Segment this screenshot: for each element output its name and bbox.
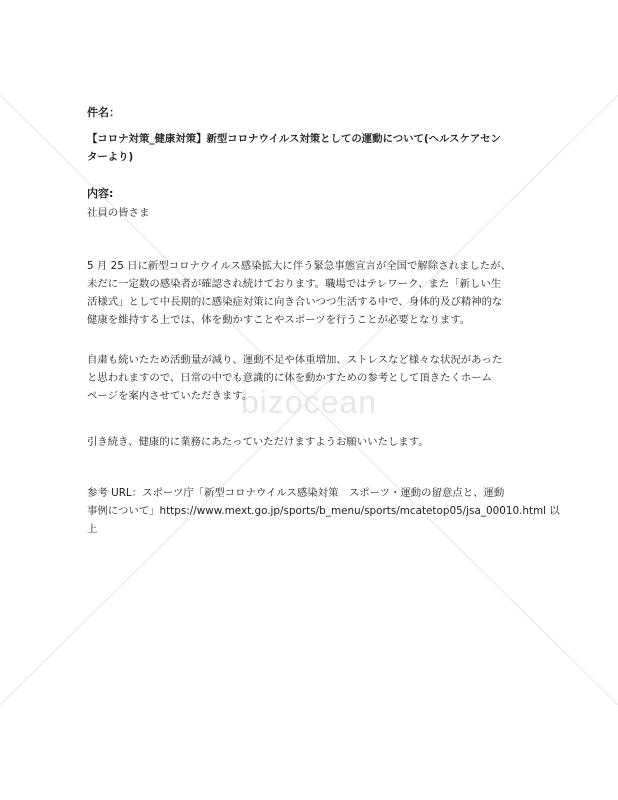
paragraph-line: と思われますので、日常の中でも意識的に体を動かすための参考として頂きたくホーム xyxy=(87,372,493,384)
paragraph-line: 引き続き、健康的に業務にあたっていただけますようお願いいたします。 xyxy=(87,436,429,448)
subject-label: 件名： xyxy=(87,106,120,119)
paragraph-line: 自粛も続いたため活動量が減り、運動不足や体重増加、ストレスなど様々な状況があった xyxy=(87,354,503,366)
reference-line: 上 xyxy=(87,523,98,535)
content-label: 内容: xyxy=(87,187,114,200)
paragraph-2 xyxy=(87,351,537,405)
paragraph-line: 5 月 25 日に新型コロナウイルス感染拡大に伴う緊急事態宣言が全国で解除されましたが、 xyxy=(87,260,511,272)
reference-line: 参考 URL：スポーツ庁「新型コロナウイルス感染対策 スポーツ・運動の留意点と、運動 xyxy=(87,487,505,499)
paragraph-line: 未だに一定数の感染者が確認され続けております。職場ではテレワーク、また「新しい生 xyxy=(87,278,502,290)
subject-line: ターより) xyxy=(87,151,134,163)
reference-line: 事例について」https://www.mext.go.jp/sports/b_menu/sports/mcatetop05/jsa_00010.html 以 xyxy=(87,505,560,517)
paragraph-1 xyxy=(87,257,537,329)
greeting: 社員の皆さま xyxy=(87,207,150,219)
paragraph-line: ページを案内させていただきます。 xyxy=(87,390,253,402)
watermark-text: bizocean xyxy=(240,384,378,420)
paragraph-3 xyxy=(87,433,537,451)
subject-text xyxy=(87,130,537,166)
paragraph-line: 活様式」として中長期的に感染症対策に向き合いつつ生活する中で、身体的及び精神的な xyxy=(87,296,503,308)
reference-url xyxy=(87,484,560,538)
paragraph-line: 健康を維持する上では、体を動かすことやスポーツを行うことが必要となります。 xyxy=(87,314,471,326)
subject-line: 【コロナ対策_健康対策】新型コロナウイルス対策としての運動について(ヘルスケアセン xyxy=(87,133,501,145)
